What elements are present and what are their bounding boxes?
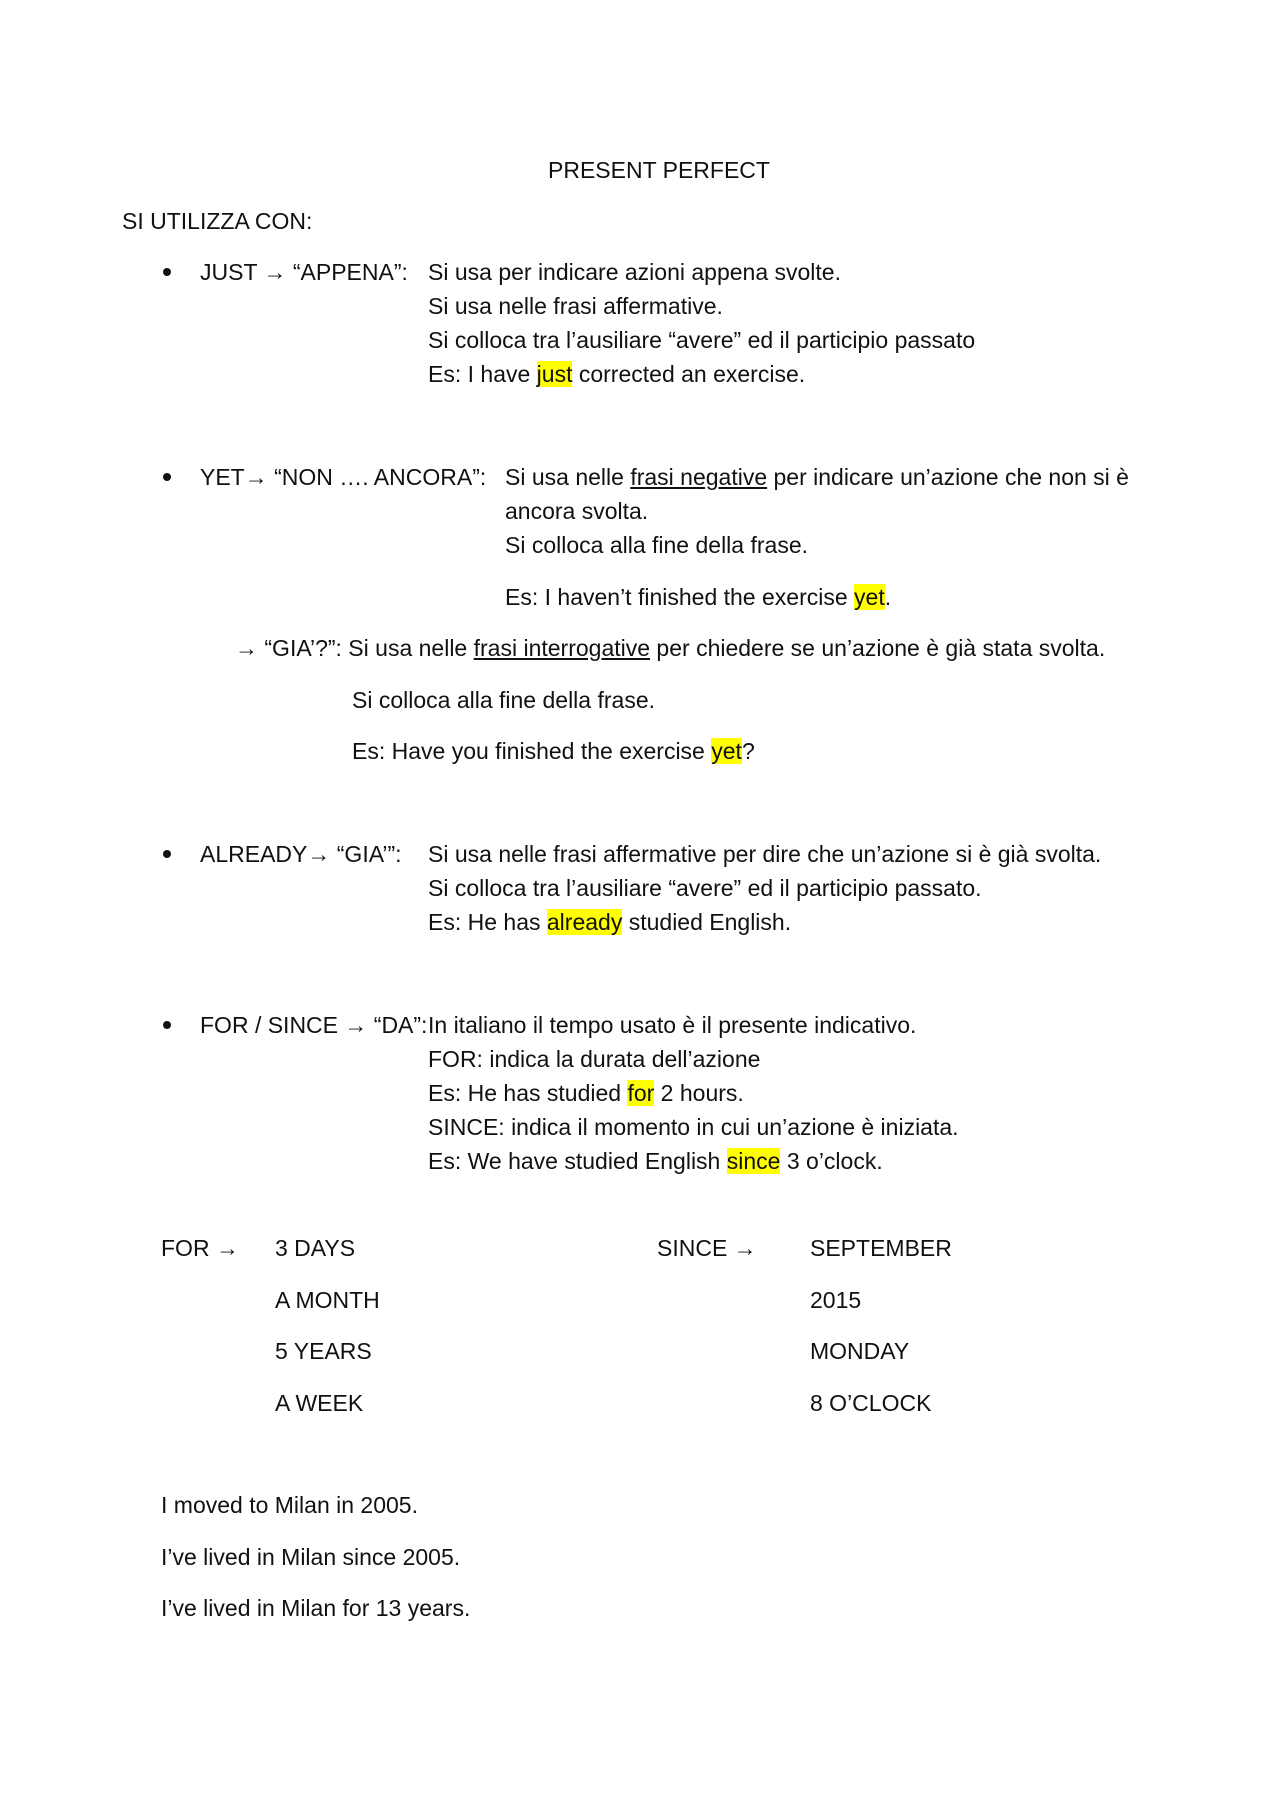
gia-question-example: Es: Have you finished the exercise yet? (352, 738, 755, 764)
highlight: already (546, 909, 623, 935)
highlight: just (536, 361, 573, 387)
highlight: yet (854, 584, 885, 610)
page-title: PRESENT PERFECT (548, 157, 770, 183)
just-line-1: Si usa per indicare azioni appena svolte. (428, 259, 841, 285)
example-sentence: I’ve lived in Milan for 13 years. (161, 1595, 471, 1621)
already-line-2: Si colloca tra l’ausiliare “avere” ed il participio passato. (428, 875, 982, 901)
forsince-example-1: Es: He has studied for 2 hours. (428, 1080, 744, 1106)
forsince-line-1: In italiano il tempo usato è il presente indicativo. (428, 1012, 917, 1038)
intro-heading: SI UTILIZZA CON: (122, 208, 313, 234)
bullet-icon (163, 473, 171, 481)
just-line-3: Si colloca tra l’ausiliare “avere” ed il participio passato (428, 327, 976, 353)
bullet-icon (163, 268, 171, 276)
already-line-1: Si usa nelle frasi affermative per dire che un’azione si è già svolta. (428, 841, 1102, 867)
yet-line-1: Si usa nelle frasi negative per indicare un’azione che non si è (505, 464, 1129, 490)
already-example: Es: He has already studied English. (428, 909, 792, 935)
forsince-label: FOR / SINCE → “DA”: (200, 1012, 428, 1038)
highlight: yet (711, 738, 742, 764)
yet-example: Es: I haven’t finished the exercise yet. (505, 584, 892, 610)
for-list-item: 5 YEARS (275, 1338, 372, 1364)
since-list-item: 8 O’CLOCK (810, 1390, 932, 1416)
for-list-item: A WEEK (275, 1390, 364, 1416)
since-list-item: SEPTEMBER (810, 1235, 952, 1261)
yet-line-2: Si colloca alla fine della frase. (505, 532, 808, 558)
yet-line-1b: ancora svolta. (505, 498, 649, 524)
example-sentence: I moved to Milan in 2005. (161, 1492, 418, 1518)
since-list-item: 2015 (810, 1287, 862, 1313)
just-example: Es: I have just corrected an exercise. (428, 361, 806, 387)
forsince-line-3: SINCE: indica il momento in cui un’azione è iniziata. (428, 1114, 959, 1140)
gia-question-line-1: → “GIA’?”: Si usa nelle frasi interrogative per chiedere se un’azione è già stata svolta. (235, 635, 1106, 661)
yet-label: YET→ “NON …. ANCORA”: (200, 464, 487, 490)
highlight: since (726, 1148, 781, 1174)
forsince-line-2: FOR: indica la durata dell’azione (428, 1046, 761, 1072)
for-list-item: 3 DAYS (275, 1235, 356, 1261)
bullet-icon (163, 1021, 171, 1029)
since-list-item: MONDAY (810, 1338, 910, 1364)
gia-question-line-2: Si colloca alla fine della frase. (352, 687, 655, 713)
bullet-icon (163, 850, 171, 858)
for-list-label: FOR → (161, 1235, 239, 1261)
example-sentence: I’ve lived in Milan since 2005. (161, 1544, 461, 1570)
already-label: ALREADY→ “GIA’”: (200, 841, 402, 867)
highlight: for (627, 1080, 655, 1106)
just-line-2: Si usa nelle frasi affermative. (428, 293, 723, 319)
forsince-example-2: Es: We have studied English since 3 o’clock. (428, 1148, 883, 1174)
just-label: JUST → “APPENA”: (200, 259, 408, 285)
since-list-label: SINCE → (657, 1235, 757, 1261)
for-list-item: A MONTH (275, 1287, 380, 1313)
